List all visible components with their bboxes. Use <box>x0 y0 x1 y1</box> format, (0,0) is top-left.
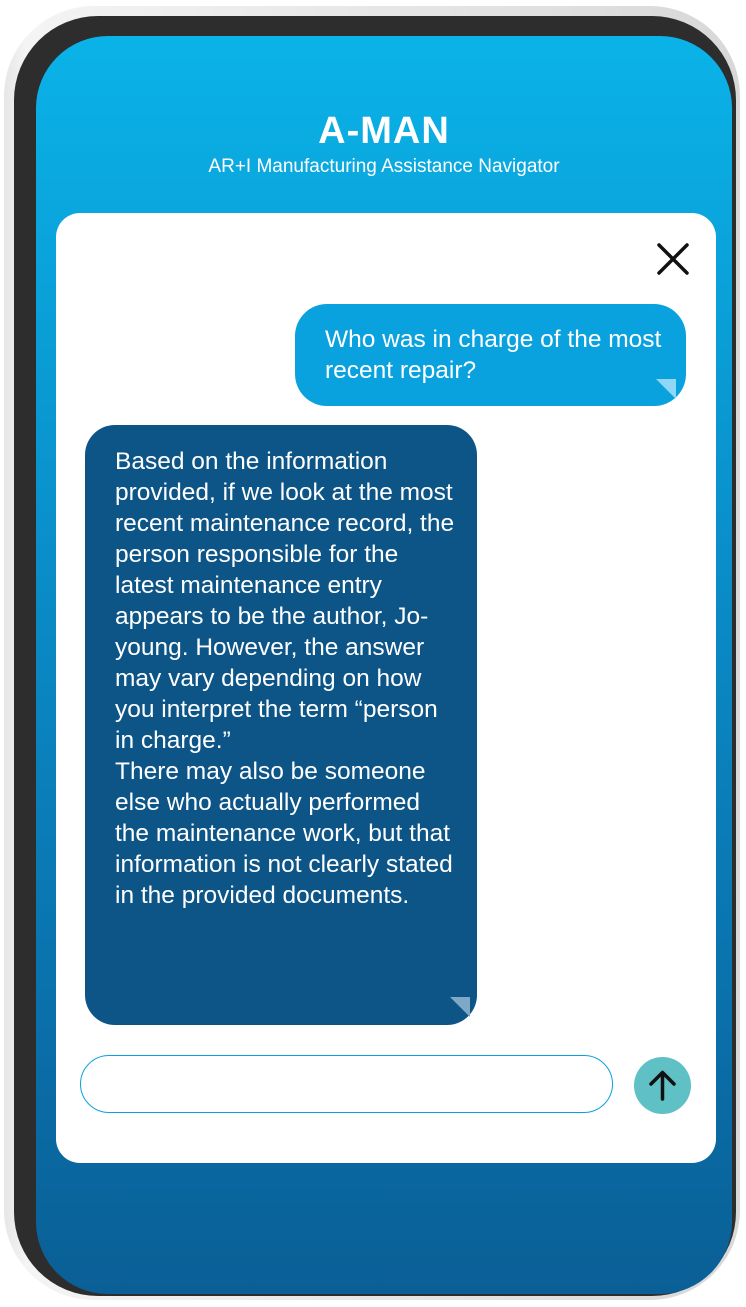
arrow-up-icon <box>634 1057 691 1114</box>
assistant-message-text: Based on the information provided, if we look at the most recent maintenance record, the person responsible for the latest maintenance entry appears to be the author, Jo-young. However, the answer may vary depending on how you interpret the term “person in charge.” There may also be someone else who actually performed the maintenance work, but that information is not clearly stated in the provided documents. <box>115 448 455 909</box>
phone-bezel <box>14 16 736 1296</box>
app-subtitle: AR+I Manufacturing Assistance Navigator <box>208 156 560 177</box>
phone-frame <box>4 6 740 1300</box>
send-button[interactable] <box>634 1057 691 1114</box>
close-icon <box>653 239 693 279</box>
user-message-text: Who was in charge of the most recent repair? <box>325 326 662 384</box>
chat-panel <box>56 213 716 1163</box>
user-message-bubble <box>295 304 686 406</box>
assistant-message-bubble <box>85 425 477 1025</box>
close-button[interactable] <box>653 239 693 279</box>
app-screen <box>36 36 732 1294</box>
message-input[interactable] <box>80 1055 613 1113</box>
bubble-fold-decoration <box>656 379 676 399</box>
app-title: A-MAN <box>318 110 450 152</box>
bubble-fold-decoration <box>450 997 470 1017</box>
